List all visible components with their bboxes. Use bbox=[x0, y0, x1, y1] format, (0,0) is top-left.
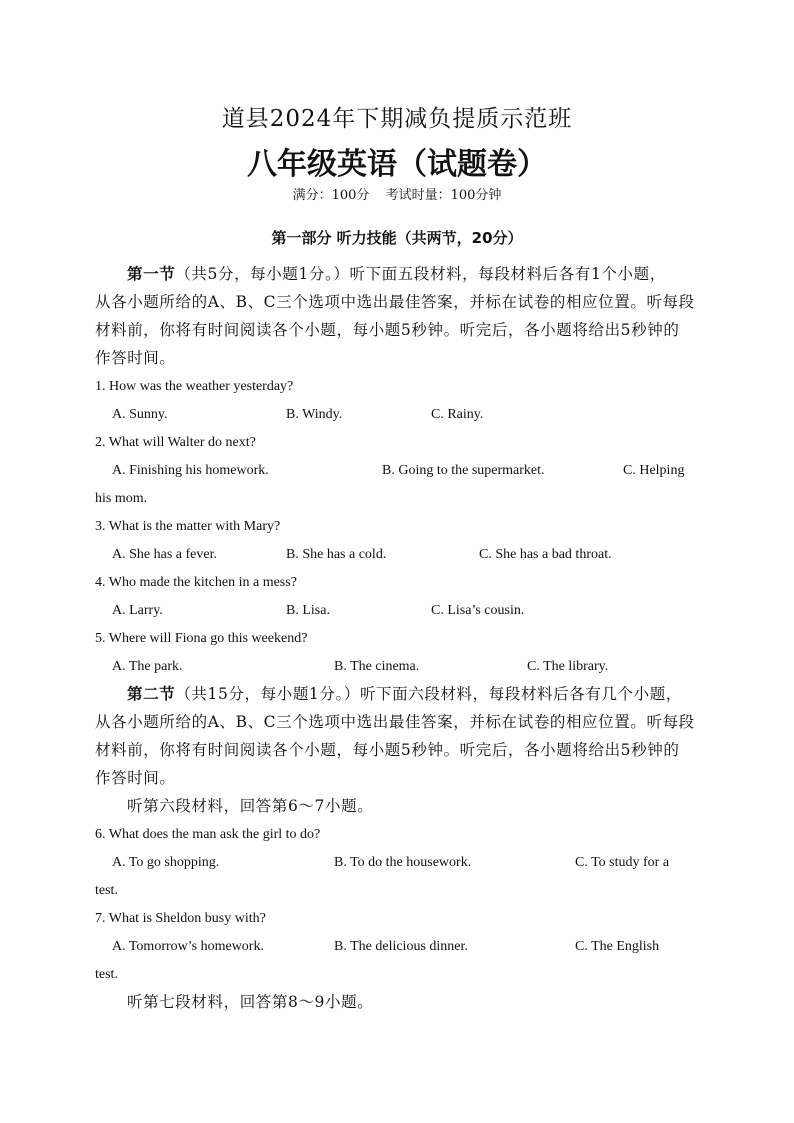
q3-option-b: B. She has a cold. bbox=[286, 547, 387, 562]
instruction-passage-6: 听第六段材料，回答第6～7小题。 bbox=[127, 797, 374, 815]
q7-option-a: A. Tomorrow’s homework. bbox=[112, 939, 264, 954]
section1-label: 第一节 bbox=[127, 265, 176, 283]
section2-line-1: 第二节（共15分，每小题1分。）听下面六段材料，每段材料后各有几个小题， bbox=[127, 685, 682, 703]
question-2: 2. What will Walter do next? bbox=[95, 435, 256, 450]
section2-line-3: 材料前，你将有时间阅读各个小题，每小题5秒钟。听完后，各小题将给出5秒钟的 bbox=[95, 741, 680, 759]
part-title: 第一部分 听力技能（共两节，20分） bbox=[271, 229, 523, 247]
section2-label: 第二节 bbox=[127, 685, 176, 703]
section2-line-4: 作答时间。 bbox=[95, 769, 176, 787]
q5-option-a: A. The park. bbox=[112, 659, 183, 674]
question-7: 7. What is Sheldon busy with? bbox=[95, 911, 266, 926]
section1-line-1: 第一节（共5分，每小题1分。）听下面五段材料，每段材料后各有1个小题， bbox=[127, 265, 666, 283]
q4-option-b: B. Lisa. bbox=[286, 603, 330, 618]
q3-option-a: A. She has a fever. bbox=[112, 547, 217, 562]
question-3: 3. What is the matter with Mary? bbox=[95, 519, 281, 534]
exam-meta bbox=[0, 184, 794, 203]
q7-option-b: B. The delicious dinner. bbox=[334, 939, 468, 954]
question-1: 1. How was the weather yesterday? bbox=[95, 379, 294, 394]
exam-title: 道县2024年下期减负提质示范班 bbox=[221, 106, 573, 132]
q1-option-c: C. Rainy. bbox=[431, 407, 484, 422]
q2-option-a: A. Finishing his homework. bbox=[112, 463, 269, 478]
question-5: 5. Where will Fiona go this weekend? bbox=[95, 631, 308, 646]
q6-option-a: A. To go shopping. bbox=[112, 855, 220, 870]
q4-option-c: C. Lisa’s cousin. bbox=[431, 603, 525, 618]
section1-line-4: 作答时间。 bbox=[95, 349, 176, 367]
q7-option-c-continued: test. bbox=[95, 967, 118, 982]
exam-subtitle: 八年级英语（试题卷） bbox=[247, 147, 547, 182]
q6-option-c: C. To study for a bbox=[575, 855, 670, 870]
q6-option-b: B. To do the housework. bbox=[334, 855, 472, 870]
section2-line-2: 从各小题所给的A、B、C三个选项中选出最佳答案，并标在试卷的相应位置。听每段 bbox=[95, 713, 695, 731]
full-score: 满分：100分 bbox=[292, 188, 370, 203]
q5-option-b: B. The cinema. bbox=[334, 659, 420, 674]
q7-option-c: C. The English bbox=[575, 939, 660, 954]
q3-option-c: C. She has a bad throat. bbox=[479, 547, 612, 562]
q4-option-a: A. Larry. bbox=[112, 603, 163, 618]
q1-option-a: A. Sunny. bbox=[112, 407, 168, 422]
q6-option-c-continued: test. bbox=[95, 883, 118, 898]
section1-line-2: 从各小题所给的A、B、C三个选项中选出最佳答案，并标在试卷的相应位置。听每段 bbox=[95, 293, 695, 311]
q2-option-c: C. Helping bbox=[623, 463, 685, 478]
instruction-passage-7: 听第七段材料，回答第8～9小题。 bbox=[127, 993, 374, 1011]
q2-option-b: B. Going to the supermarket. bbox=[382, 463, 545, 478]
question-6: 6. What does the man ask the girl to do? bbox=[95, 827, 321, 842]
q2-option-c-continued: his mom. bbox=[95, 491, 148, 506]
question-4: 4. Who made the kitchen in a mess? bbox=[95, 575, 297, 590]
q1-option-b: B. Windy. bbox=[286, 407, 343, 422]
q5-option-c: C. The library. bbox=[527, 659, 609, 674]
section1-line-3: 材料前，你将有时间阅读各个小题，每小题5秒钟。听完后，各小题将给出5秒钟的 bbox=[95, 321, 680, 339]
time-limit: 考试时量：100分钟 bbox=[385, 188, 502, 203]
